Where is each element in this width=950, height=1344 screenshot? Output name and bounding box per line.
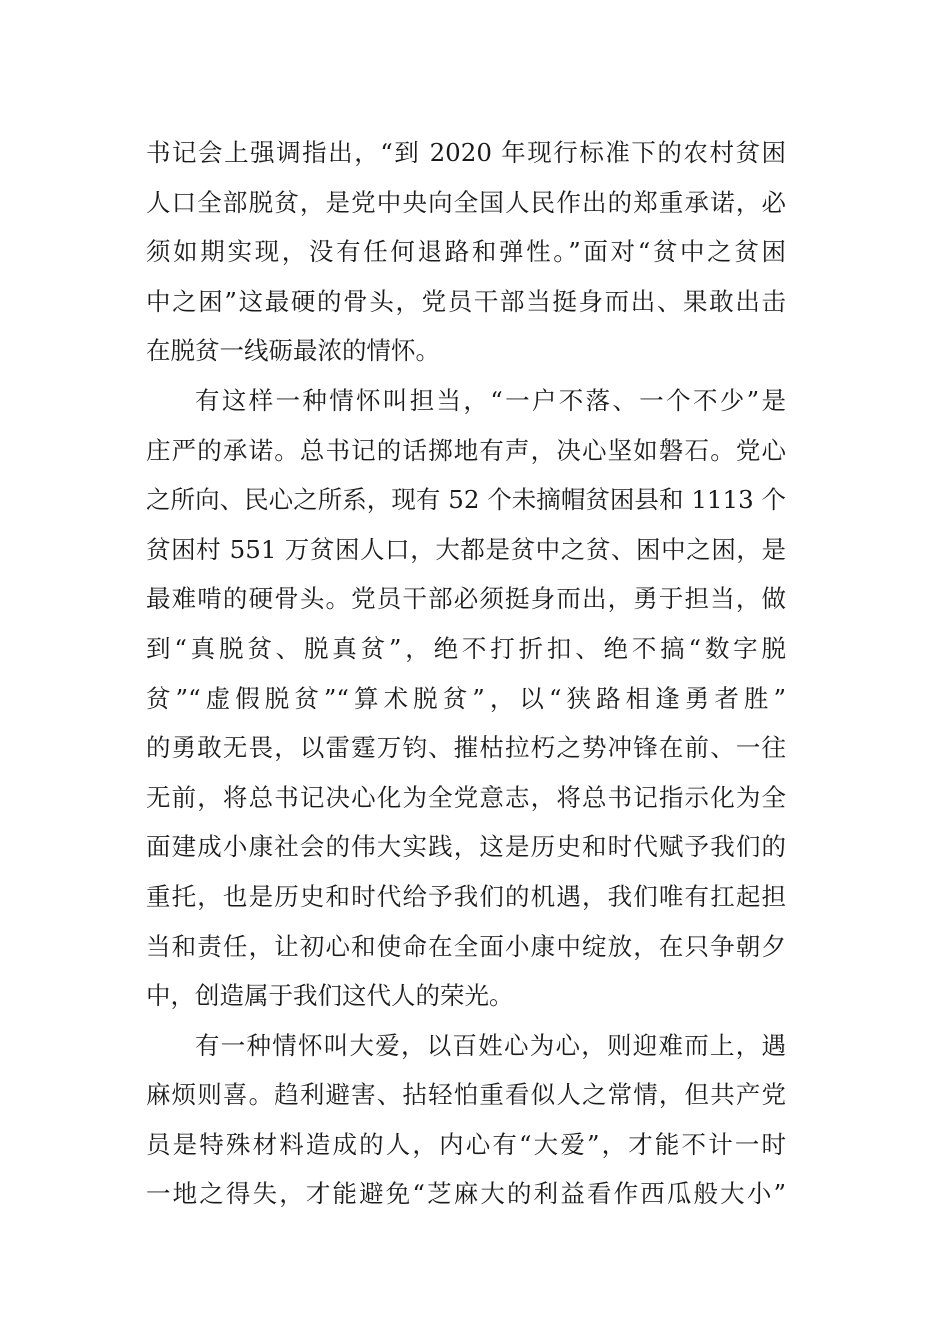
text-line: 一地之得失，才能避免“芝麻大的利益看作西瓜般大小” <box>146 1179 786 1209</box>
body-text <box>146 128 786 1219</box>
text-line: 贫”“虚假脱贫”“算术脱贫”，以“狭路相逢勇者胜” <box>146 683 786 713</box>
text-line: 员是特殊材料造成的人，内心有“大爱”，才能不计一时 <box>146 1129 786 1159</box>
text-line: 须如期实现，没有任何退路和弹性。”面对“贫中之贫困 <box>146 237 786 267</box>
text-line: 有这样一种情怀叫担当，“一户不落、一个不少”是 <box>195 385 786 415</box>
text-line: 之所向、民心之所系，现有 52 个未摘帽贫困县和 1113 个 <box>146 485 786 515</box>
text-line: 中之困”这最硬的骨头，党员干部当挺身而出、果敢出击 <box>146 286 786 316</box>
text-line: 重托，也是历史和时代给予我们的机遇，我们唯有扛起担 <box>146 881 786 911</box>
text-line: 在脱贫一线砺最浓的情怀。 <box>146 336 440 366</box>
text-line: 书记会上强调指出，“到 2020 年现行标准下的农村贫困 <box>146 138 786 167</box>
text-line: 有一种情怀叫大爱，以百姓心为心，则迎难而上，遇 <box>195 1030 786 1060</box>
text-line: 人口全部脱贫，是党中央向全国人民作出的郑重承诺，必 <box>146 187 786 217</box>
text-line: 到“真脱贫、脱真贫”，绝不打折扣、绝不搞“数字脱 <box>146 633 786 663</box>
text-line: 最难啃的硬骨头。党员干部必须挺身而出，勇于担当，做 <box>146 584 786 614</box>
text-line: 庄严的承诺。总书记的话掷地有声，决心坚如磐石。党心 <box>146 435 786 465</box>
text-line: 中，创造属于我们这代人的荣光。 <box>146 981 514 1011</box>
text-line: 麻烦则喜。趋利避害、拈轻怕重看似人之常情，但共产党 <box>146 1080 786 1110</box>
text-line: 无前，将总书记决心化为全党意志，将总书记指示化为全 <box>146 782 786 812</box>
text-line: 的勇敢无畏，以雷霆万钧、摧枯拉朽之势冲锋在前、一往 <box>146 733 786 763</box>
text-line: 面建成小康社会的伟大实践，这是历史和时代赋予我们的 <box>146 832 786 862</box>
text-line: 贫困村 551 万贫困人口，大都是贫中之贫、困中之困，是 <box>146 534 786 564</box>
text-line: 当和责任，让初心和使命在全面小康中绽放，在只争朝夕 <box>146 931 786 961</box>
